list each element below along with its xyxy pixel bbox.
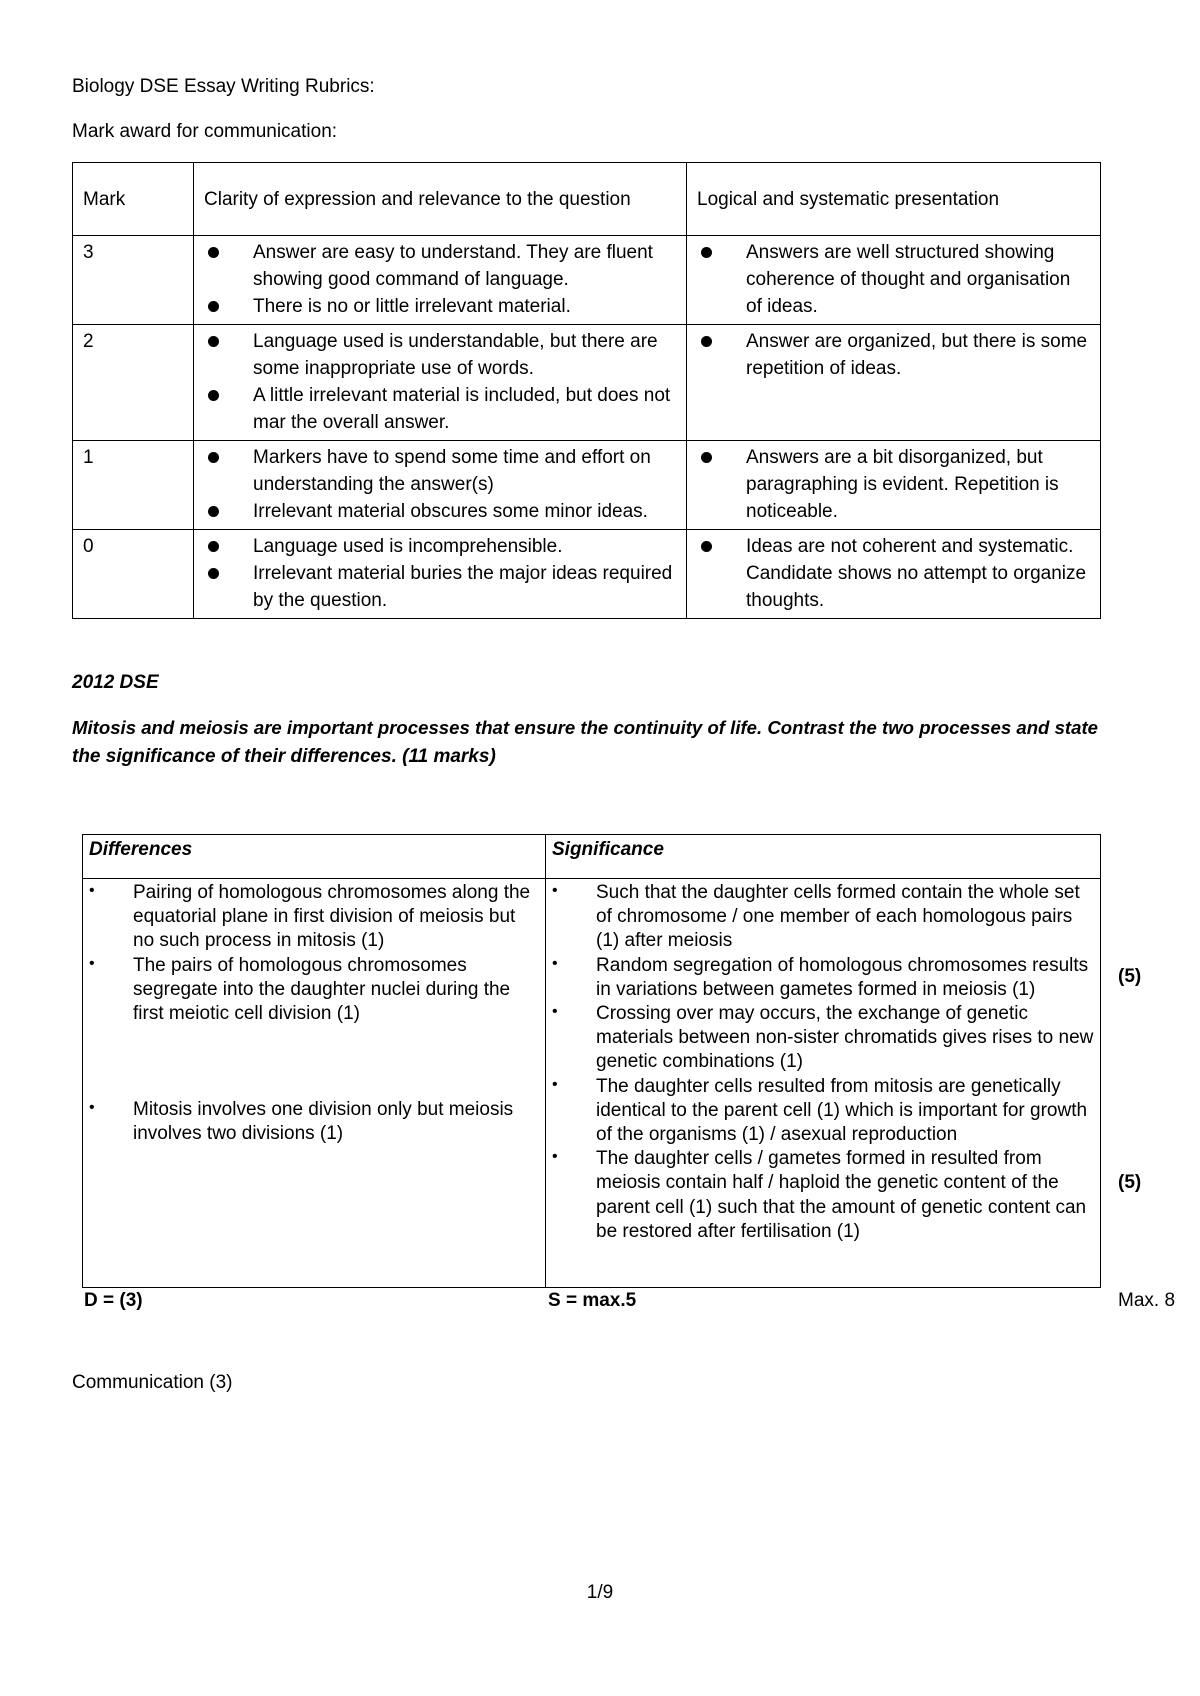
bullet-item: Answer are easy to understand. They are fluent showing good command of language. bbox=[204, 239, 676, 293]
header-significance: Significance bbox=[546, 835, 1101, 879]
significance-item: • Random segregation of homologous chromosomes results in variations between gametes formed in meiosis (1) bbox=[552, 954, 1094, 1002]
rubric-row-0 bbox=[73, 530, 1101, 619]
mark-value: 3 bbox=[73, 236, 194, 325]
logical-cell bbox=[687, 441, 1101, 530]
differences-cell bbox=[83, 879, 546, 1288]
difference-item: • Pairing of homologous chromosomes along the equatorial plane in first division of meiosis but no such process in mitosis (1) bbox=[89, 881, 539, 954]
answer-body-row bbox=[83, 879, 1101, 1288]
bullet-item: Answers are a bit disorganized, but paragraphing is evident. Repetition is noticeable. bbox=[697, 444, 1090, 525]
bullet-item: Answers are well structured showing coherence of thought and organisation of ideas. bbox=[697, 239, 1090, 320]
total-differences: D = (3) bbox=[84, 1290, 143, 1311]
answer-table bbox=[82, 834, 1101, 1288]
rubric-header-row bbox=[73, 163, 1101, 236]
bullet-item: There is no or little irrelevant material. bbox=[204, 293, 676, 320]
bullet-item: A little irrelevant material is included, but does not mar the overall answer. bbox=[204, 382, 676, 436]
bullet-item: Language used is incomprehensible. bbox=[204, 533, 676, 560]
question-text-line1: Mitosis and meiosis are important processes that ensure the continuity of life. Contrast the two processes and state bbox=[72, 717, 1098, 738]
page-number: 1/9 bbox=[586, 1582, 614, 1603]
header-mark: Mark bbox=[73, 163, 194, 236]
bullet-item: Answer are organized, but there is some repetition of ideas. bbox=[697, 328, 1090, 382]
logical-cell bbox=[687, 530, 1101, 619]
answer-header-row bbox=[83, 835, 1101, 879]
bullet-item: Markers have to spend some time and effort on understanding the answer(s) bbox=[204, 444, 676, 498]
bullet-item: Language used is understandable, but there are some inappropriate use of words. bbox=[204, 328, 676, 382]
rubric-row-3 bbox=[73, 236, 1101, 325]
significance-item: • The daughter cells / gametes formed in resulted from meiosis contain half / haploid the genetic content of the parent cell (1) such that the amount of genetic content can be restored after fertilisation (1) bbox=[552, 1147, 1094, 1244]
question-year: 2012 DSE bbox=[72, 672, 159, 693]
bullet-item: Ideas are not coherent and systematic. Candidate shows no attempt to organize thoughts. bbox=[697, 533, 1090, 614]
logical-cell bbox=[687, 325, 1101, 441]
rubric-row-1 bbox=[73, 441, 1101, 530]
difference-item: • Mitosis involves one division only but meiosis involves two divisions (1) bbox=[89, 1098, 539, 1146]
bullet-item: Irrelevant material obscures some minor ideas. bbox=[204, 498, 676, 525]
clarity-cell bbox=[194, 530, 687, 619]
mark-value: 2 bbox=[73, 325, 194, 441]
total-significance: S = max.5 bbox=[548, 1290, 637, 1311]
total-max: Max. 8 bbox=[1118, 1290, 1176, 1311]
rubric-row-2 bbox=[73, 325, 1101, 441]
significance-item: • Crossing over may occurs, the exchange of genetic materials between non-sister chromatids gives rises to new genetic combinations (1) bbox=[552, 1002, 1094, 1075]
communication-mark: Communication (3) bbox=[72, 1372, 233, 1393]
header-clarity: Clarity of expression and relevance to the question bbox=[194, 163, 687, 236]
communication-rubric-table bbox=[72, 162, 1101, 619]
clarity-cell bbox=[194, 325, 687, 441]
clarity-cell bbox=[194, 236, 687, 325]
mark-value: 1 bbox=[73, 441, 194, 530]
header-logical: Logical and systematic presentation bbox=[687, 163, 1101, 236]
side-mark-2: (5) bbox=[1118, 1172, 1142, 1193]
significance-item: • The daughter cells resulted from mitosis are genetically identical to the parent cell (1) which is important for growth of the organisms (1) / asexual reproduction bbox=[552, 1075, 1094, 1148]
rubric-subtitle: Mark award for communication: bbox=[72, 121, 338, 142]
side-mark-1: (5) bbox=[1118, 966, 1142, 987]
difference-item: • The pairs of homologous chromosomes segregate into the daughter nuclei during the first meiotic cell division (1) bbox=[89, 954, 539, 1027]
question-text-line2: the significance of their differences. (11 marks) bbox=[72, 746, 496, 767]
significance-cell bbox=[546, 879, 1101, 1288]
logical-cell bbox=[687, 236, 1101, 325]
bullet-item: Irrelevant material buries the major ideas required by the question. bbox=[204, 560, 676, 614]
header-differences: Differences bbox=[83, 835, 546, 879]
document-title: Biology DSE Essay Writing Rubrics: bbox=[72, 76, 375, 97]
mark-value: 0 bbox=[73, 530, 194, 619]
significance-item: • Such that the daughter cells formed contain the whole set of chromosome / one member of each homologous pairs (1) after meiosis bbox=[552, 881, 1094, 954]
clarity-cell bbox=[194, 441, 687, 530]
